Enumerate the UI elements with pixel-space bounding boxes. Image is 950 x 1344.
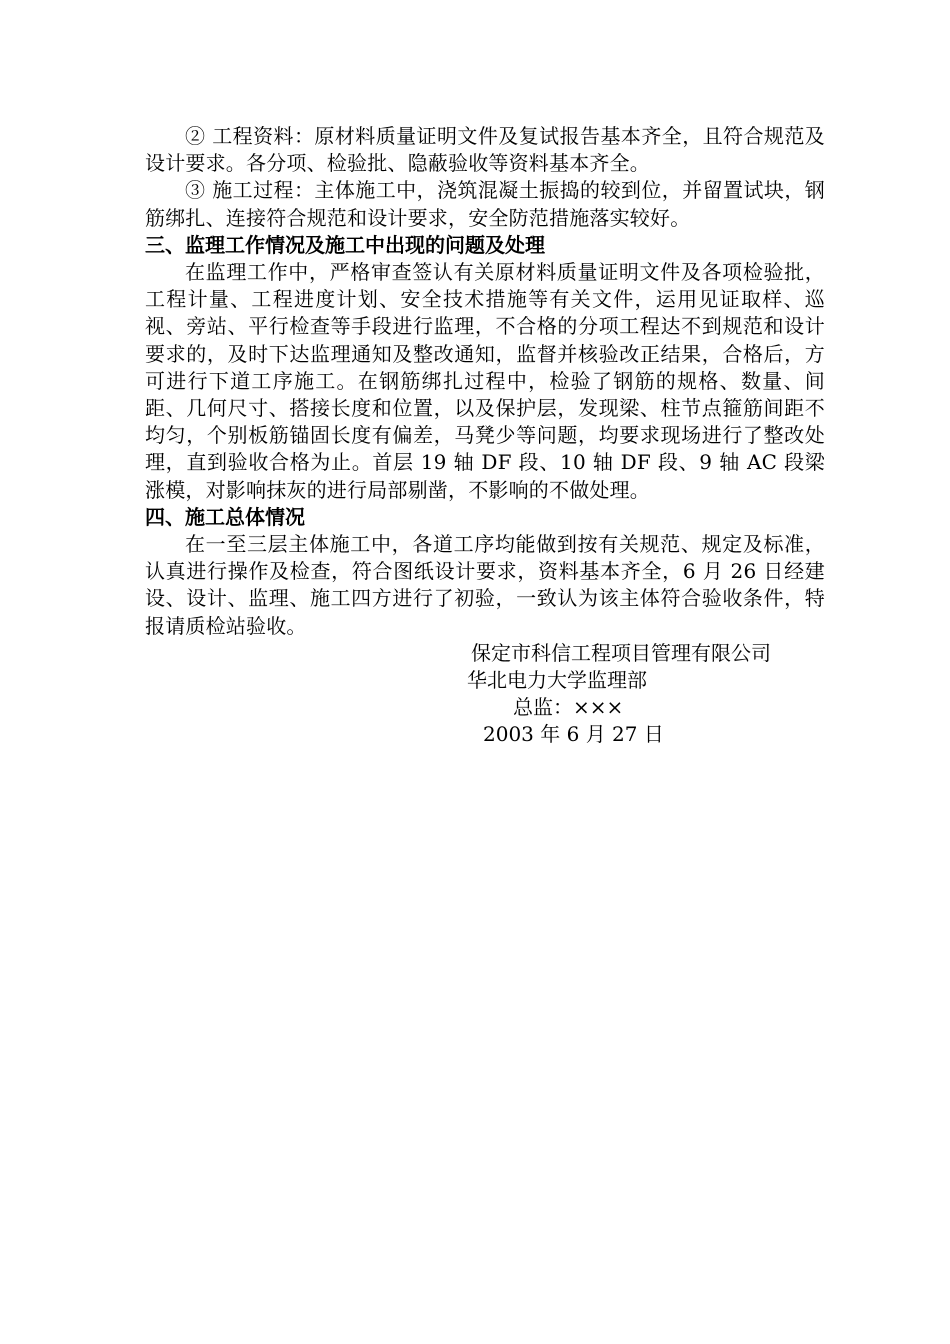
signature-date: 2003 年 6 月 27 日 [483, 722, 664, 747]
paragraph-engineering-materials: ② 工程资料：原材料质量证明文件及复试报告基本齐全，且符合规范及设计要求。各分项、检验批、隐蔽验收等资料基本齐全。 [145, 124, 825, 176]
document-body [145, 123, 825, 749]
signature-department: 华北电力大学监理部 [467, 668, 647, 693]
signature-supervisor: 总监：××× [513, 695, 624, 720]
section-heading-supervision: 三、监理工作情况及施工中出现的问题及处理 [145, 232, 545, 257]
paragraph-construction-process: ③ 施工过程：主体施工中，浇筑混凝土振捣的较到位，并留置试块，钢筋绑扎、连接符合规范和设计要求，安全防范措施落实较好。 [145, 178, 825, 230]
signature-block [145, 640, 825, 749]
section-heading-overall: 四、施工总体情况 [145, 504, 305, 529]
paragraph-supervision-work: 在监理工作中，严格审查签认有关原材料质量证明文件及各项检验批，工程计量、工程进度计划、安全技术措施等有关文件，运用见证取样、巡视、旁站、平行检查等手段进行监理，不合格的分项工程达不到规范和设计要求的，及时下达监理通知及整改通知，监督并核验改正结果，合格后，方可进行下道工序施工。在钢筋绑扎过程中，检验了钢筋的规格、数量、间距、几何尺寸、搭接长度和位置，以及保护层，发现梁、柱节点箍筋间距不均匀，个别板筋锚固长度有偏差，马凳少等问题，均要求现场进行了整改处理，直到验收合格为止。首层 19 轴 DF 段、10 轴 DF 段、9 轴 AC 段梁涨模，对影响抹灰的进行局部剔凿，不影响的不做处理。 [145, 260, 825, 502]
paragraph-overall-situation: 在一至三层主体施工中，各道工序均能做到按有关规范、规定及标准，认真进行操作及检查，符合图纸设计要求，资料基本齐全，6 月 26 日经建设、设计、监理、施工四方进行了初验，一致认为该主体符合验收条件，特报请质检站验收。 [145, 532, 825, 638]
signature-company: 保定市科信工程项目管理有限公司 [471, 640, 771, 665]
